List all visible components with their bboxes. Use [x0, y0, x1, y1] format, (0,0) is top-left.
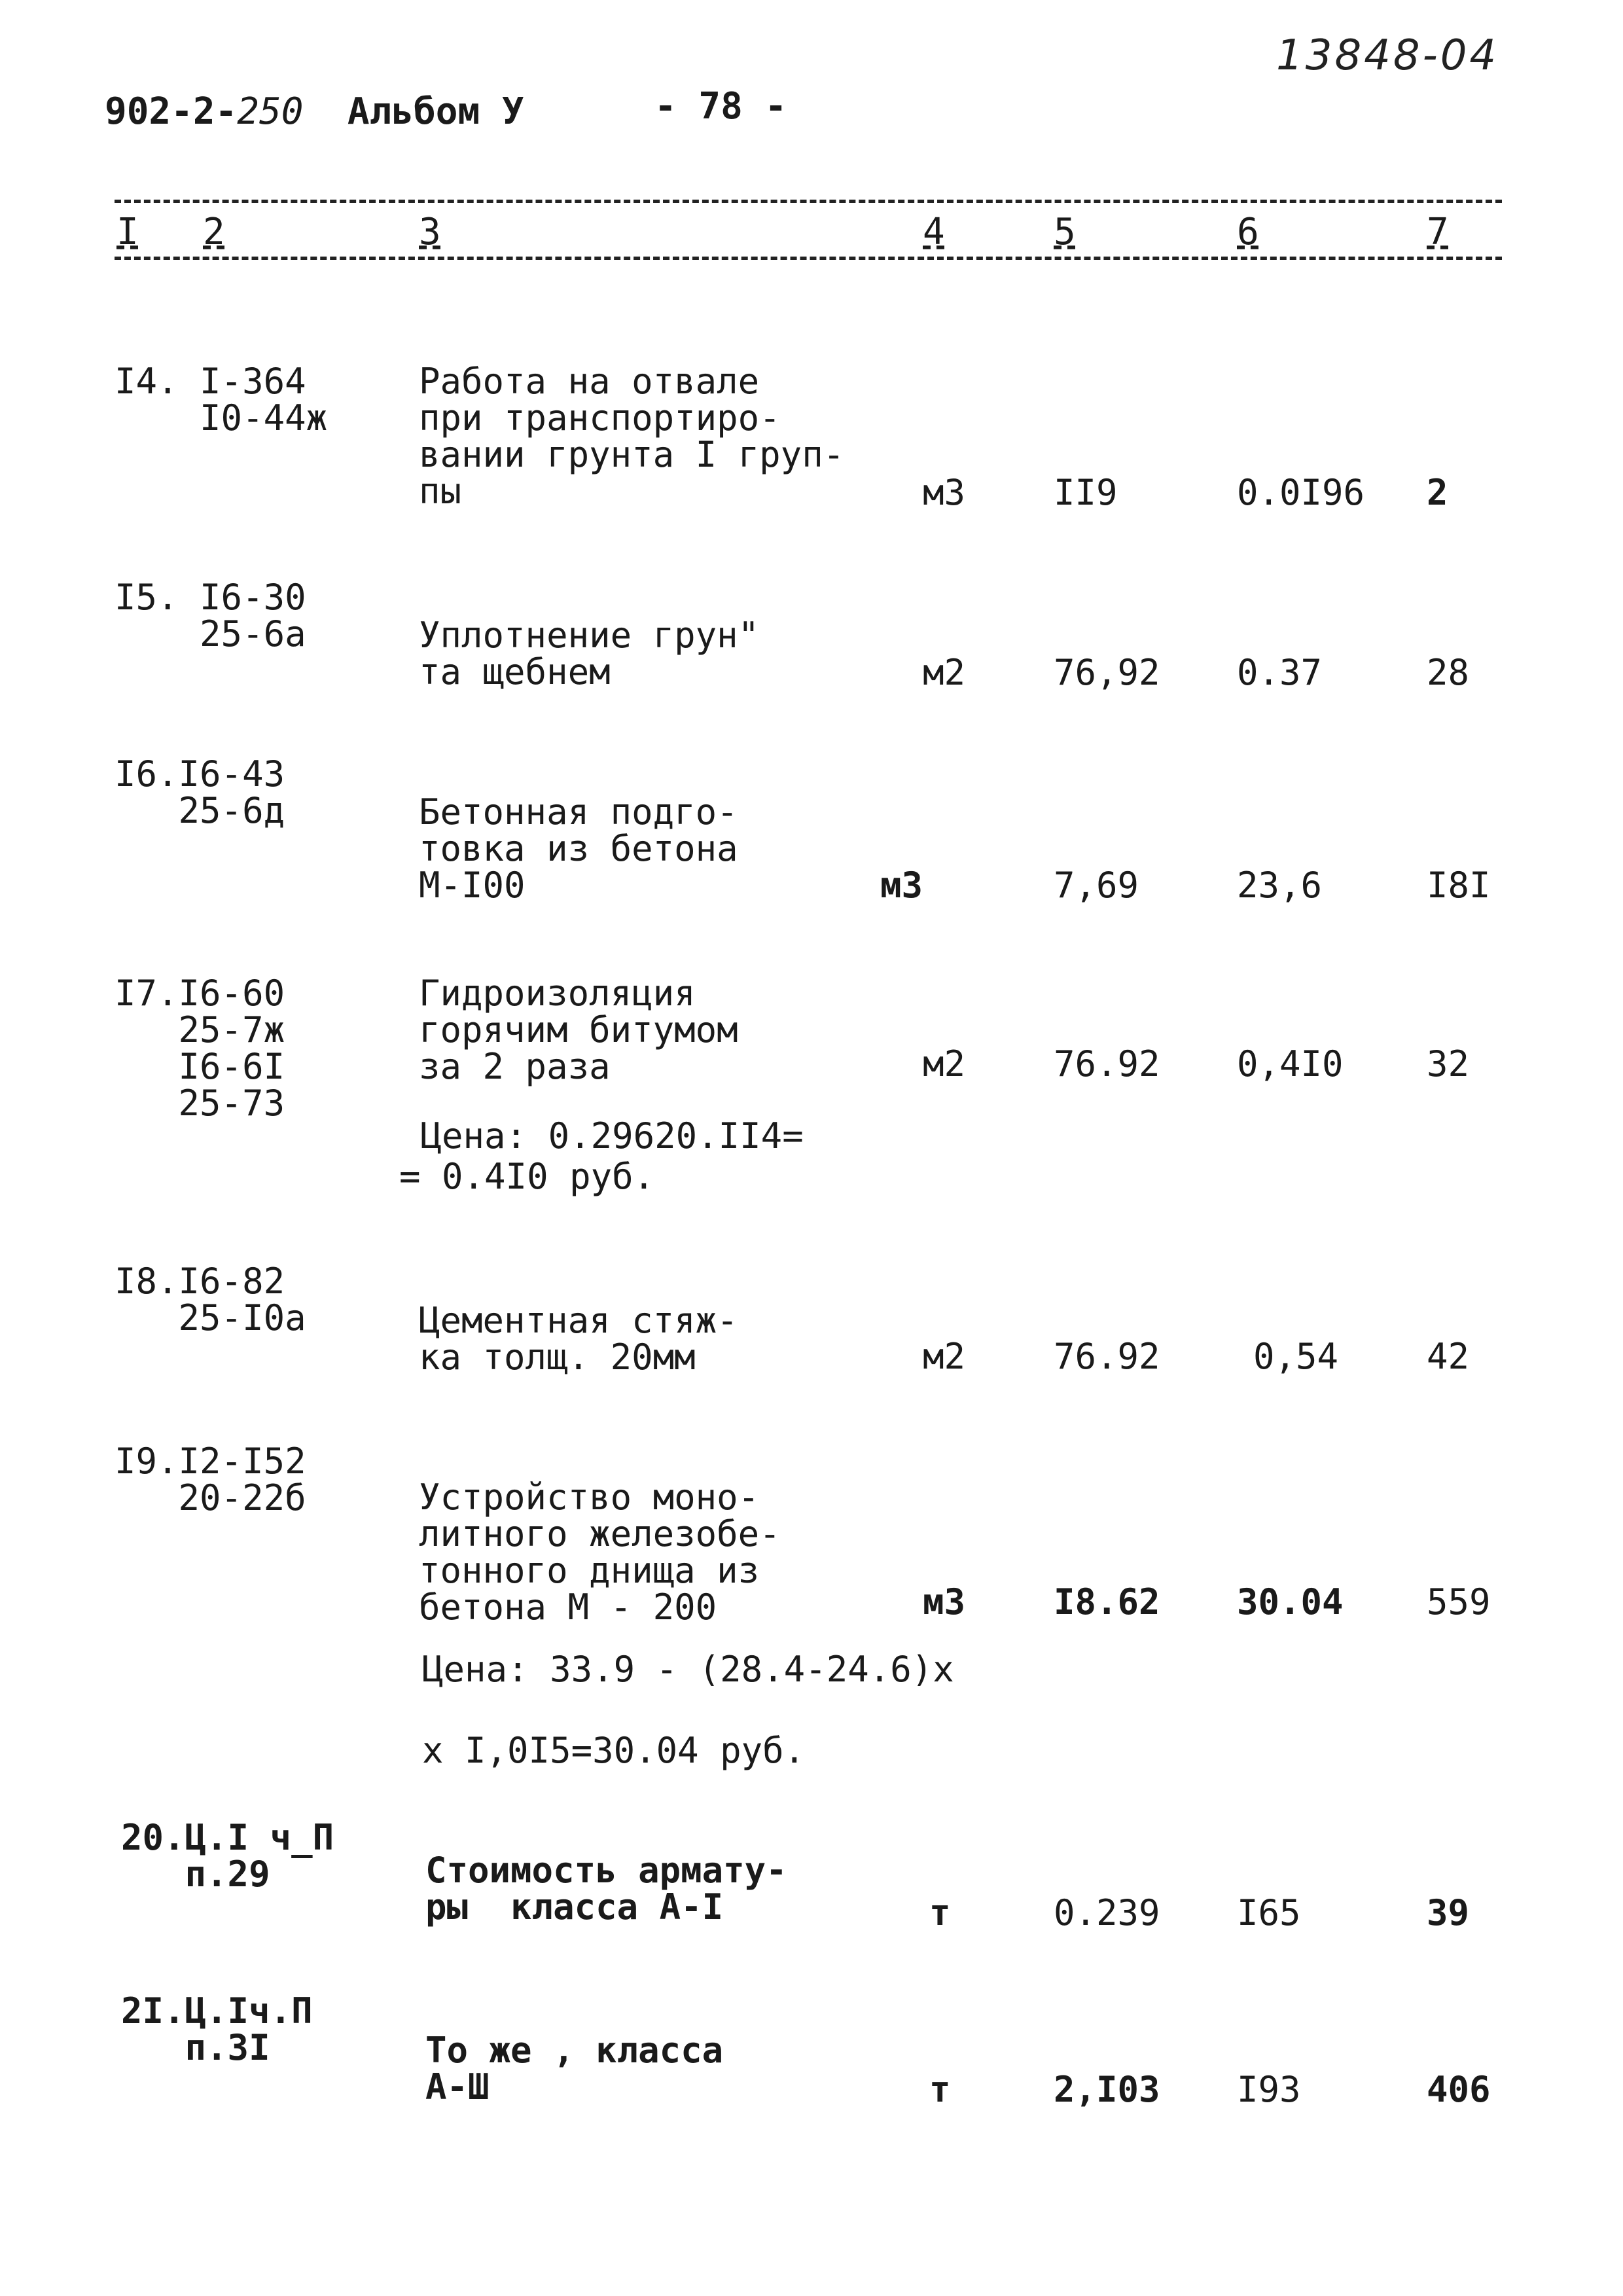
row-price: 0.0I96	[1237, 472, 1365, 513]
page-number: - 78 -	[654, 85, 787, 128]
row-unit: м2	[923, 652, 966, 693]
row-code: 20.Ц.I ч_П п.29	[121, 1817, 334, 1895]
column-header-6: 6	[1237, 211, 1259, 253]
row-unit: м2	[923, 1336, 966, 1377]
row-description: Цементная стяж- ка толщ. 20мм	[419, 1300, 738, 1378]
row-quantity: I8.62	[1054, 1581, 1160, 1623]
row-code: I9.I2-I52 20-22б	[115, 1441, 306, 1518]
top-dashed-rule	[115, 200, 1502, 203]
row-price: 23,6	[1237, 865, 1323, 906]
row-total: 559	[1427, 1581, 1491, 1623]
row-total: I8I	[1427, 865, 1491, 906]
row-price: 0,54	[1253, 1336, 1339, 1377]
row-price: I93	[1237, 2069, 1301, 2110]
row-description: Уплотнение грун" та щебнем	[419, 615, 760, 692]
row-total: 42	[1427, 1336, 1470, 1377]
album-label: Альбом У	[347, 90, 524, 133]
column-header-4: 4	[923, 211, 945, 253]
row-code: I7.I6-60 25-7ж I6-6I 25-73	[115, 973, 285, 1124]
row-quantity: 76,92	[1054, 652, 1160, 693]
row-quantity: 7,69	[1054, 865, 1139, 906]
row-code: 2I.Ц.Iч.П п.3I	[121, 1990, 313, 2068]
row-code: I8.I6-82 25-I0а	[115, 1261, 306, 1338]
row-code: I4. I-364 I0-44ж	[115, 361, 328, 439]
price-calculation-note: Цена: 0.29620.II4= = 0.4I0 руб.	[399, 1115, 804, 1197]
row-code: I5. I6-30 25-6а	[115, 577, 306, 655]
row-unit: т	[929, 2069, 951, 2110]
row-quantity: 76.92	[1054, 1043, 1160, 1085]
column-header-7: 7	[1427, 211, 1449, 253]
row-unit: м3	[923, 472, 966, 513]
column-header-1: I	[116, 211, 139, 253]
row-quantity: II9	[1054, 472, 1118, 513]
row-total: 2	[1427, 472, 1448, 513]
row-code: I6.I6-43 25-6д	[115, 753, 285, 831]
row-description: Работа на отвале при транспортиро- вании грунта I груп- пы	[419, 361, 845, 512]
document-code: 13848-04	[1276, 31, 1499, 80]
row-description: Бетонная подго- товка из бетона М-I00	[419, 791, 738, 906]
column-header-2: 2	[203, 211, 225, 253]
column-header-3: 3	[419, 211, 441, 253]
row-quantity: 76.92	[1054, 1336, 1160, 1377]
row-description: То же , класса А-Ш	[425, 2030, 724, 2108]
row-price: 30.04	[1237, 1581, 1344, 1623]
series-suffix: 250	[237, 90, 304, 133]
row-total: 32	[1427, 1043, 1470, 1085]
row-price: I65	[1237, 1892, 1301, 1933]
row-price: 0,4I0	[1237, 1043, 1344, 1085]
row-unit: м3	[923, 1581, 966, 1623]
price-calculation-note: Цена: 33.9 - (28.4-24.6)x x I,0I5=30.04 руб.	[422, 1649, 954, 1771]
bottom-dashed-rule	[115, 257, 1502, 260]
series-header	[105, 90, 524, 133]
series-prefix: 902-2-	[105, 90, 238, 133]
row-unit: м3	[880, 865, 923, 906]
row-quantity: 2,I03	[1054, 2069, 1160, 2110]
row-quantity: 0.239	[1054, 1892, 1160, 1933]
row-price: 0.37	[1237, 652, 1323, 693]
row-total: 28	[1427, 652, 1470, 693]
row-total: 406	[1427, 2069, 1491, 2110]
row-description: Гидроизоляция горячим битумом за 2 раза	[419, 973, 738, 1087]
row-total: 39	[1427, 1892, 1470, 1933]
row-unit: м2	[923, 1043, 966, 1085]
row-unit: т	[929, 1892, 951, 1933]
column-header-5: 5	[1054, 211, 1076, 253]
row-description: Устройство моно- литного железобе- тонного днища из бетона М - 200	[419, 1477, 781, 1628]
row-description: Стоимость армату- ры класса А-I	[425, 1850, 787, 1928]
